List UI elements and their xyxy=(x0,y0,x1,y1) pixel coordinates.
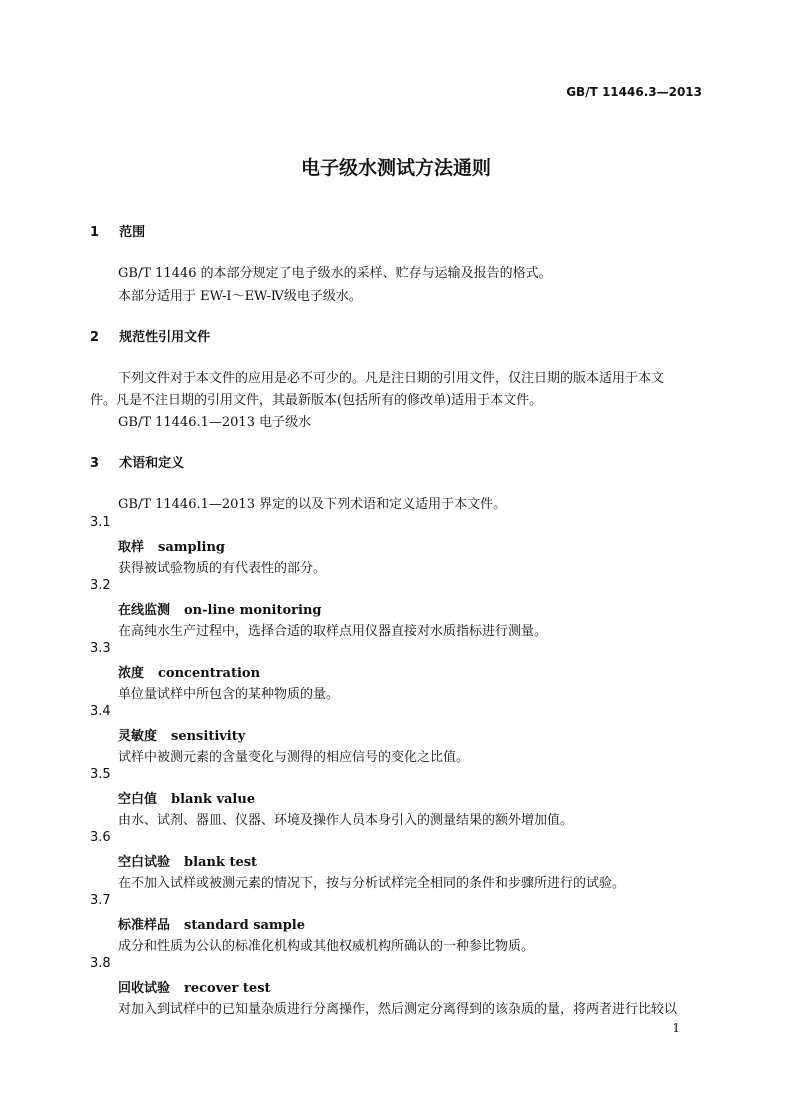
term-en: blank test xyxy=(184,855,258,870)
term-number: 3.1 xyxy=(90,515,111,530)
term-definition: 单位量试样中所包含的某种物质的量。 xyxy=(118,687,340,702)
term-zh: 灵敏度 xyxy=(118,729,158,744)
section-title: 规范性引用文件 xyxy=(119,330,211,345)
term-heading xyxy=(118,599,321,618)
term-heading xyxy=(118,851,257,870)
section-3-heading xyxy=(90,452,184,471)
section-number: 1 xyxy=(90,225,100,240)
term-heading xyxy=(118,725,245,744)
term-en: concentration xyxy=(158,666,261,681)
term-zh: 浓度 xyxy=(118,666,145,681)
term-number: 3.2 xyxy=(90,578,111,593)
term-definition: 试样中被测元素的含量变化与测得的相应信号的变化之比值。 xyxy=(118,750,470,765)
term-heading xyxy=(118,788,255,807)
section-number: 2 xyxy=(90,330,100,345)
section-title: 术语和定义 xyxy=(119,456,185,471)
term-definition: 对加入到试样中的已知量杂质进行分离操作，然后测定分离得到的该杂质的量，将两者进行比较以 xyxy=(118,1002,678,1017)
term-en: standard sample xyxy=(184,918,305,933)
term-zh: 空白试验 xyxy=(118,855,171,870)
term-heading xyxy=(118,662,260,681)
term-definition: 在不加入试样或被测元素的情况下，按与分析试样完全相同的条件和步骤所进行的试验。 xyxy=(118,876,626,891)
term-number: 3.8 xyxy=(90,956,111,971)
standard-number: GB/T 11446.3—2013 xyxy=(566,85,702,99)
section-1-paragraph-1: GB/T 11446 的本部分规定了电子级水的采样、贮存与运输及报告的格式。 xyxy=(118,266,552,281)
term-zh: 标准样品 xyxy=(118,918,171,933)
section-1-heading xyxy=(90,221,145,240)
term-zh: 在线监测 xyxy=(118,603,171,618)
term-number: 3.6 xyxy=(90,830,111,845)
term-zh: 空白值 xyxy=(118,792,158,807)
term-number: 3.5 xyxy=(90,767,111,782)
term-definition: 在高纯水生产过程中，选择合适的取样点用仪器直接对水质指标进行测量。 xyxy=(118,624,548,639)
section-title: 范围 xyxy=(119,225,146,240)
term-en: sensitivity xyxy=(171,729,246,744)
term-heading xyxy=(118,536,225,555)
term-definition: 获得被试验物质的有代表性的部分。 xyxy=(118,561,327,576)
document-title: 电子级水测试方法通则 xyxy=(300,157,491,179)
term-heading xyxy=(118,977,271,996)
term-en: recover test xyxy=(184,981,271,996)
section-2-heading xyxy=(90,326,210,345)
term-zh: 取样 xyxy=(118,540,145,555)
section-3-intro: GB/T 11446.1—2013 界定的以及下列术语和定义适用于本文件。 xyxy=(118,497,507,512)
term-en: sampling xyxy=(158,540,226,555)
section-2-paragraph-1-line-1: 下列文件对于本文件的应用是必不可少的。凡是注日期的引用文件，仅注日期的版本适用于本文 xyxy=(118,371,665,386)
term-definition: 由水、试剂、器皿、仪器、环境及操作人员本身引入的测量结果的额外增加值。 xyxy=(118,813,574,828)
term-zh: 回收试验 xyxy=(118,981,171,996)
section-2-reference: GB/T 11446.1—2013 电子级水 xyxy=(118,415,312,430)
term-number: 3.7 xyxy=(90,893,111,908)
term-number: 3.3 xyxy=(90,641,111,656)
section-2-paragraph-1-line-2: 件。凡是不注日期的引用文件，其最新版本(包括所有的修改单)适用于本文件。 xyxy=(90,393,543,408)
term-en: blank value xyxy=(171,792,256,807)
term-number: 3.4 xyxy=(90,704,111,719)
term-en: on-line monitoring xyxy=(184,603,322,618)
term-definition: 成分和性质为公认的标准化机构或其他权威机构所确认的一种参比物质。 xyxy=(118,939,535,954)
term-heading xyxy=(118,914,305,933)
section-1-paragraph-2: 本部分适用于 EW-Ⅰ～EW-Ⅳ级电子级水。 xyxy=(118,289,362,304)
page-number: 1 xyxy=(672,1021,680,1035)
section-number: 3 xyxy=(90,456,100,471)
